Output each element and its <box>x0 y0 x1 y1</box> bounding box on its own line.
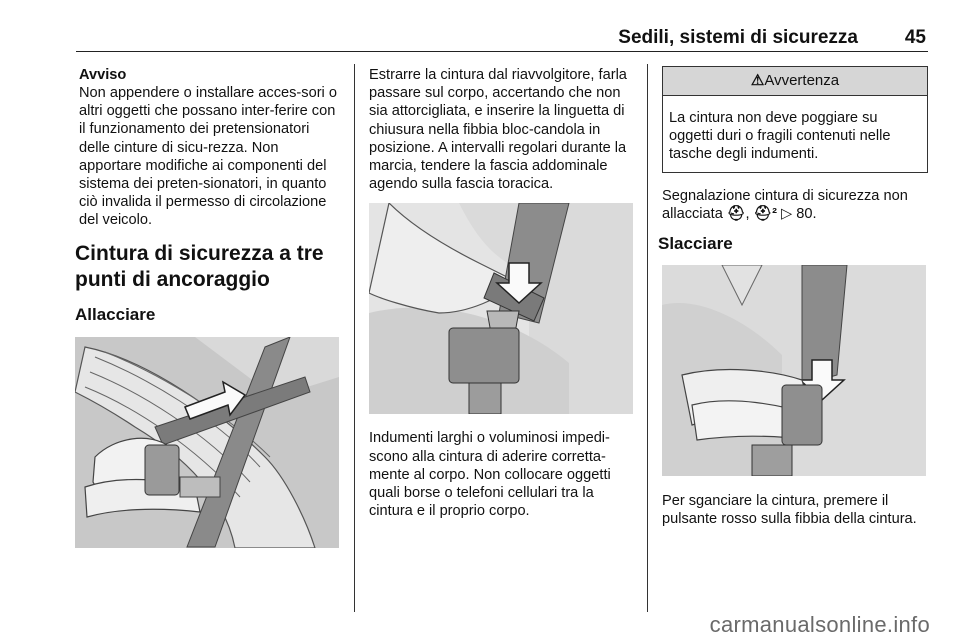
fasten-instructions: Estrarre la cintura dal riavvolgitore, farla passare sul corpo, accertando che non sia attorcigliata, e inserire la linguetta di chiusura nella fibbia bloc-candola in posizione. A intervalli regolari durante la marcia, tendere la fascia addominale agendo sulla fascia toracica. <box>369 67 627 193</box>
page-header-title: Sedili, sistemi di sicurezza <box>618 27 858 48</box>
seatbelt-reminder-rear-icon: ⛑² <box>753 205 777 222</box>
header-divider <box>76 51 928 52</box>
notice-text: Non appendere o installare acces-sori o altri oggetti che possano inter-ferire con il funzionamento dei pretensionatori delle cinture di sicu-rezza. Non apportare modifiche ai componenti del sistema dei preten-sionatori, in quanto ciò invalida il permesso di circolazione del veicolo. <box>79 85 337 229</box>
warning-box <box>662 66 928 173</box>
section-title: Cintura di sicurezza a tre punti di ancoraggio <box>75 241 324 291</box>
warning-triangle-icon: ⚠ <box>750 72 765 89</box>
warning-header <box>663 67 927 96</box>
notice-label: Avviso <box>79 67 127 83</box>
page-number: 45 <box>904 27 926 48</box>
seatbelt-reminder-icon: ⛑ <box>726 205 746 222</box>
footer-watermark: carmanualsonline.info <box>709 612 930 637</box>
fasten-illustration <box>75 337 339 548</box>
release-instructions: Per sganciare la cintura, premere il pulsante rosso sulla fibbia della cintura. <box>662 493 917 528</box>
reminder-paragraph: Segnalazione cintura di sicurezza non allacciata ⛑, ⛑² ▷ 80. <box>662 187 908 222</box>
reminder-text: Segnalazione cintura di sicurezza non allacciata <box>662 187 908 222</box>
buckle-illustration <box>369 203 633 414</box>
column-left <box>75 66 341 548</box>
clothing-advice: Indumenti larghi o voluminosi impedi-scono alla cintura di aderire corretta-mente al corpo. Non collocare oggetti quali borse o telefoni cellulari tra la cintura e il proprio corpo. <box>369 430 611 520</box>
column-middle <box>369 66 634 520</box>
subheading-fasten: Allacciare <box>75 304 156 324</box>
column-divider-left <box>354 64 355 612</box>
subheading-release: Slacciare <box>658 234 733 254</box>
column-right <box>658 66 928 528</box>
warning-title: Avvertenza <box>764 72 840 89</box>
page-reference-icon: ▷ <box>781 205 793 222</box>
reminder-page-ref: 80. <box>796 205 817 222</box>
warning-text: La cintura non deve poggiare su oggetti duri o fragili contenuti nelle tasche degli indumenti. <box>669 110 891 163</box>
column-divider-right <box>647 64 648 612</box>
release-illustration <box>662 265 926 476</box>
